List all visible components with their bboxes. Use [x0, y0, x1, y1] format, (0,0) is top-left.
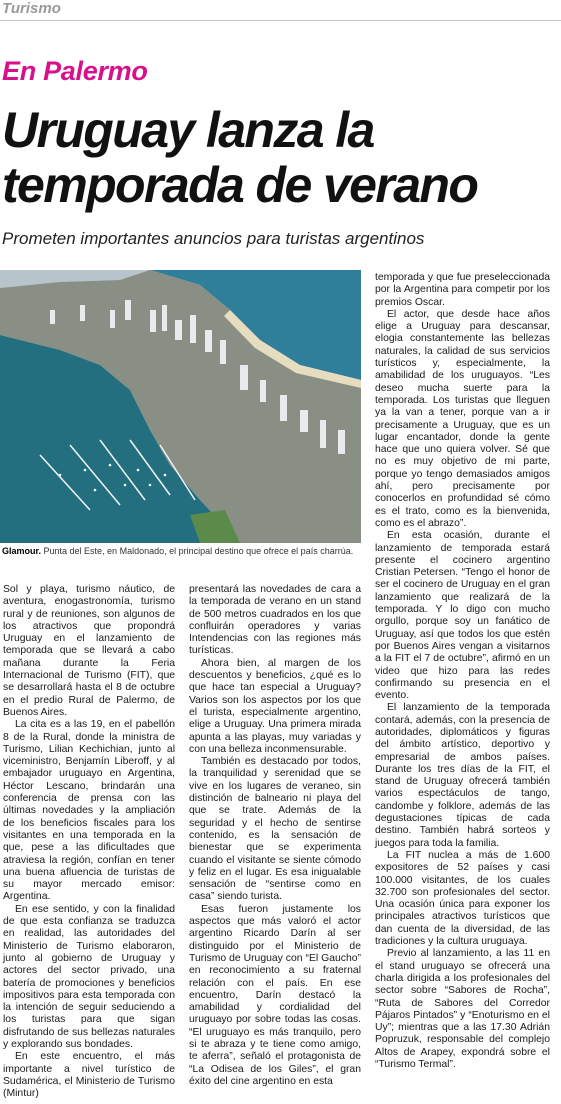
paragraph: En este encuentro, el más importante a nivel turístico de Sudamérica, el Ministerio de Turismo (Mintur) [3, 1051, 175, 1100]
body-column-3 [375, 272, 550, 1071]
photo-caption [2, 545, 360, 557]
paragraph: Esas fueron justamente los aspectos que más valoró el actor argentino Ricardo Darín al ser distinguido por el Ministerio de Turismo de Uruguay con “El Gaucho” en reconocimiento a su fraternal relación con el país. En ese encuentro, Darín destacó la amabilidad y cordialidad del uruguayo por sobre todas las cosas. “El uruguayo es más tranquilo, pero si te abraza y te tiene como amigo, te aferra”, señaló el protagonista de “La Odisea de los Giles”, el gran éxito del cine argentino en esta [189, 903, 361, 1087]
paragraph: La cita es a las 19, en el pabellón 8 de la Rural, donde la ministra de Turismo, Lilian Kechichian, junto al viceministro, Benjamín Liberoff, y al embajador uruguayo en Argentina, Héctor Lescano, brindarán una conferencia de prensa con las últimas novedades y la ampliación de los beneficios fiscales para los visitantes en una temporada en la que, pese a las dificultades que atraviesa la región, confían en tener una buena afluencia de turistas de su mayor mercado emisor: Argentina. [3, 719, 175, 903]
kicker: En Palermo [2, 56, 148, 86]
paragraph: Previo al lanzamiento, a las 11 en el stand uruguayo se ofrecerá una charla dirigida a los profesionales del sector sobre “Sabores de Rocha”, “Ruta de Sabores del Corredor Pájaros Pintados” y “Enoturismo en el Uy”; mientras que a las 17.30 Adrián Popruzuk, responsable del complejo Altos de Arapey, expondrá sobre el “Turismo Termal”. [375, 948, 550, 1070]
paragraph: El actor, que desde hace años elige a Uruguay para descansar, elogia constantemente las bellezas naturales, la calidad de sus servicios turísticos y, especialmente, la amabilidad de los uruguayos. “Les deseo mucha suerte para la temporada. Los turistas que lleguen ya la van a tener, porque van a ir precisamente a Uruguay, que es un lugar encantador, donde la gente hace que uno quiera volver. Sé que no es muy objetivo de mi parte, porque yo tengo demasiados amigos ahí, pero precisamente por conocerlos en profundidad sé cómo es el trato, como es la bienvenida, como es el abrazo”. [375, 308, 550, 529]
paragraph: En esta ocasión, durante el lanzamiento de temporada estará presente el cocinero argentino Cristian Petersen. “Tengo el honor de ser el cocinero de Uruguay en el gran lanzamiento que realizará de la temporada. Y lo digo con mucho orgullo, porque soy un fanático de Uruguay, así que todos los que estén por Buenos Aires vengan a visitarnos a la FIT el 7 de octubre”, afirmó en un video que hizo para las redes confirmando su presencia en el evento. [375, 530, 550, 702]
paragraph: La FIT nuclea a más de 1.600 expositores de 52 países y casi 100.000 visitantes, de los cuales 32.700 son profesionales del sector. Una ocasión única para exponer los principales atractivos turísticos que dan cuenta de la diversidad, de las tradiciones y la cultura uruguaya. [375, 849, 550, 948]
aerial-coastal-city-photo [0, 270, 361, 543]
caption-text: Punta del Este, en Maldonado, el principal destino que ofrece el país charrúa. [41, 546, 354, 556]
body-column-1 [3, 584, 175, 1100]
paragraph: presentará las novedades de cara a la temporada de verano en un stand de 500 metros cuadrados en los que confluirán operadores y varias Intendencias con las regiones más turísticas. [189, 584, 361, 657]
section-divider [0, 20, 561, 21]
body-column-2 [189, 584, 361, 1088]
headline: Uruguay lanza la temporada de verano [2, 102, 478, 213]
paragraph: Ahora bien, al margen de los descuentos y beneficios, ¿qué es lo que hace tan especial a Uruguay? Varios son los aspectos por los que el turista, especialmente argentino, elige a Uruguay. Una primera mirada apunta a las playas, muy variadas y con una belleza inconmensurable. [189, 657, 361, 755]
section-label: Turismo [2, 0, 61, 17]
subheadline: Prometen importantes anuncios para turistas argentinos [2, 229, 425, 248]
paragraph: El lanzamiento de la temporada contará, además, con la presencia de autoridades, diplomáticos y figuras del ámbito artístico, deportivo y empresarial de ambos países. Durante los tres días de la FIT, el stand de Uruguay ofrecerá también varios espectáculos de tango, candombe y folklore, además de las degustaciones típicas de cada destino. También habrá sorteos y juegos para toda la familia. [375, 702, 550, 849]
paragraph: Sol y playa, turismo náutico, de aventura, enogastronomía, turismo rural y de reuniones, son algunos de los atractivos que propondrá Uruguay en el lanzamiento de temporada que se llevará a cabo mañana durante la Feria Internacional de Turismo (FIT), que se desarrollará hasta el 8 de octubre en el predio Rural de Palermo, de Buenos Aires. [3, 584, 175, 718]
caption-label: Glamour. [2, 546, 42, 556]
paragraph: En ese sentido, y con la finalidad de que esta confianza se traduzca en realidad, las autoridades del Ministerio de Turismo elaboraron, junto al gobierno de Uruguay y actores del sector privado, una batería de promociones y beneficios impositivos para esta temporada con la intención de seguir seduciendo a los turistas para que sigan disfrutando de sus bellezas naturales y explorando sus bondades. [3, 903, 175, 1050]
paragraph: temporada y que fue preseleccionada por la Argentina para competir por los premios Oscar. [375, 272, 550, 308]
photo-illustration [0, 270, 361, 543]
paragraph: También es destacado por todos, la tranquilidad y serenidad que se vive en los lugares de veraneo, sin distinción de balneario ni playa del que se trate. Además de la seguridad y el hecho de sentirse contenido, es la sensación de bienestar que se experimenta cuando el visitante se siente cómodo y feliz en el lugar. Es esa inigualable sensación de “sentirse como en casa” siendo turista. [189, 756, 361, 903]
